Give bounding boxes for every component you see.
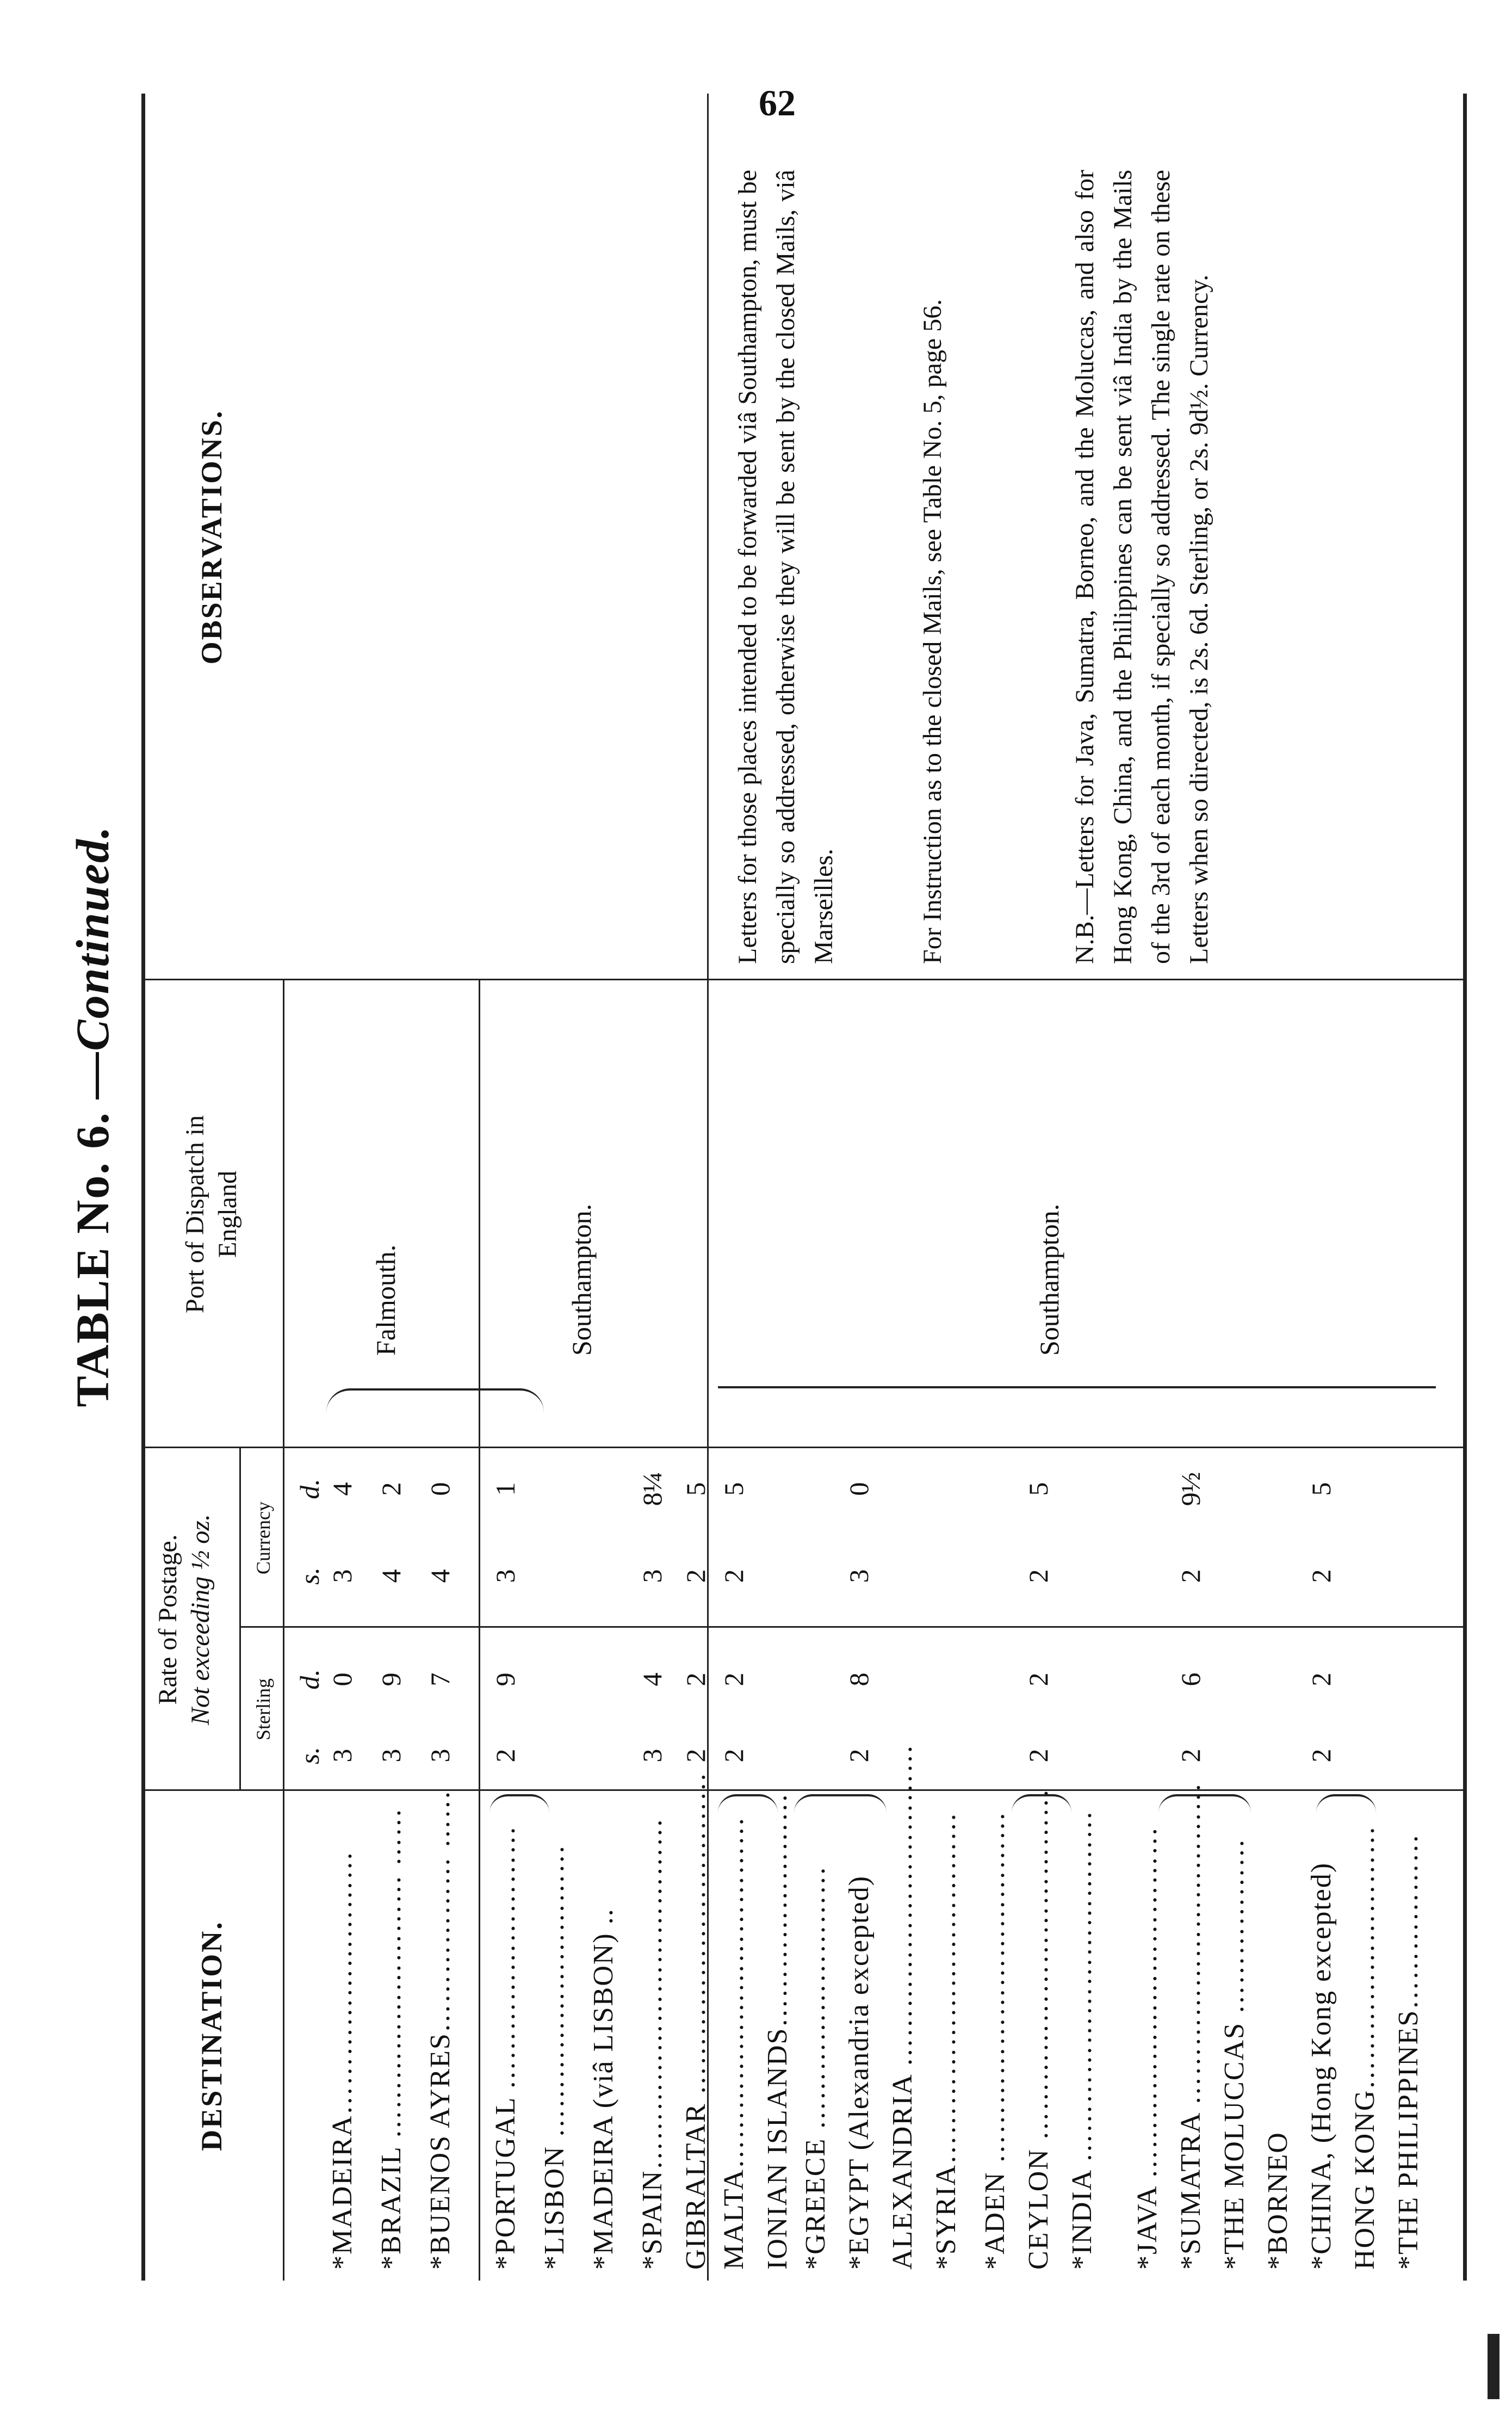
port-southampton-2: Southampton. (1034, 1203, 1064, 1356)
brace-java-moluccas (1158, 1794, 1251, 1813)
destination-name: IONIAN ISLANDS…………………… (762, 1792, 793, 2270)
brace-china-hongkong (1316, 1794, 1376, 1813)
cur-d-value: 9½ (1175, 1472, 1206, 1506)
destination-name: *SUMATRA …………………………… (1175, 1782, 1206, 2270)
cur-s-value: 2 (1023, 1569, 1054, 1583)
destination-name: *PORTUGAL ……………………… (490, 1825, 521, 2270)
cur-d-value: 1 (490, 1482, 520, 1496)
table-row (1262, 1454, 1311, 2270)
destination-name: HONG KONG……………………… (1349, 1825, 1380, 2270)
ster-d-value: 6 (1175, 1672, 1206, 1686)
destination-name: MALTA……………………………… (718, 1816, 749, 2270)
cur-d-value: 5 (680, 1482, 711, 1496)
ster-d-value: 9 (490, 1672, 520, 1686)
brace-southampton-long (718, 1386, 1436, 1388)
cur-d-value: 0 (425, 1482, 455, 1496)
header-rate-line2: Not exceeding ½ oz. (186, 1514, 215, 1725)
sterling-d-label: d. (294, 1669, 325, 1690)
table-row (375, 1454, 424, 2270)
ster-d-value: 4 (637, 1672, 667, 1686)
table-row (800, 1454, 848, 2270)
port-falmouth: Falmouth. (370, 1244, 401, 1356)
ster-s-value: 2 (1023, 1748, 1054, 1763)
ster-s-value: 2 (680, 1748, 711, 1763)
observation-para1: Letters for those places intended to be forwarded viâ Southampton, must be specially so addressed, otherwise they will be sent by the closed Mails, viâ Marseilles. (733, 170, 838, 964)
table-row (636, 1454, 685, 2270)
table-row (1066, 1454, 1115, 2270)
cur-s-value: 3 (844, 1569, 874, 1583)
ster-d-value: 2 (680, 1672, 711, 1686)
cur-s-value: 4 (425, 1569, 455, 1583)
header-currency: Currency (252, 1502, 274, 1574)
page-number: 62 (759, 82, 796, 123)
table-row (1218, 1454, 1267, 2270)
sterling-s-label: s. (294, 1747, 325, 1764)
ster-s-value: 3 (376, 1748, 406, 1763)
destination-name: *INDIA ……………………………… (1067, 1809, 1098, 2270)
destination-name: *ADEN ……………………………… (980, 1811, 1011, 2270)
brace-malta-ionian (718, 1794, 778, 1813)
currency-s-label: s. (294, 1567, 325, 1585)
cur-s-value: 2 (1175, 1569, 1206, 1583)
destination-name: *BORNEO (1262, 2131, 1293, 2270)
ster-s-value: 2 (718, 1748, 749, 1763)
currency-d-label: d. (294, 1479, 325, 1499)
destination-name: *BUENOS AYRES……………… …… (425, 1789, 456, 2270)
ster-d-value: 7 (425, 1672, 455, 1686)
ster-s-value: 2 (844, 1748, 874, 1763)
table-row (489, 1454, 538, 2270)
observation-para3: N.B.—Letters for Java, Sumatra, Borneo, and the Moluccas, and also for Hong Kong, China, and the Philippines can be sent viâ India by the Mails of the 3rd of each month, if specially so addressed. The single rate on these Letters when so directed, is 2s. 6d. Sterling, or 2s. 9d½. Currency. (1070, 170, 1213, 964)
ster-s-value: 3 (327, 1748, 357, 1763)
destination-name: *EGYPT (Alexandria excepted) (844, 1875, 875, 2270)
ster-s-value: 2 (1306, 1748, 1336, 1763)
brace-portugal-lisbon (489, 1794, 549, 1813)
rate-subheader-rule (239, 1448, 241, 1791)
port-southampton-1: Southampton. (566, 1203, 597, 1356)
destination-name: *THE MOLUCCAS ……………… (1219, 1837, 1250, 2270)
cur-d-value: 5 (1023, 1482, 1054, 1496)
ster-s-value: 3 (637, 1748, 667, 1763)
table-row (1175, 1454, 1224, 2270)
table-row (1349, 1454, 1398, 2270)
header-sterling: Sterling (252, 1678, 274, 1740)
cur-s-value: 2 (1306, 1569, 1336, 1583)
cur-d-value: 5 (718, 1482, 749, 1496)
destination-name: *CHINA, (Hong Kong excepted) (1306, 1862, 1337, 2270)
group-rule-1 (479, 980, 480, 2281)
cur-d-value: 2 (376, 1482, 406, 1496)
header-rate-line1: Rate of Postage. (153, 1534, 182, 1705)
ster-d-value: 0 (327, 1672, 357, 1686)
cur-s-value: 4 (376, 1569, 406, 1583)
table-row (326, 1454, 375, 2270)
ster-s-value: 2 (1175, 1748, 1206, 1763)
destination-name: CEYLON ……………………………… (1023, 1788, 1054, 2270)
header-port-line1: Port of Dispatch in (181, 1115, 209, 1313)
header-port-line2: England (213, 1171, 242, 1258)
cur-d-value: 5 (1306, 1482, 1336, 1496)
destination-name: *MADEIRA (viâ LISBON) .. (588, 1908, 619, 2270)
table-row (1131, 1454, 1180, 2270)
destination-name: *SPAIN……………………………… (637, 1817, 668, 2270)
destination-name: ALEXANDRIA …………………………… (887, 1744, 918, 2270)
col-divider-rate (141, 1447, 1463, 1448)
cur-s-value: 3 (327, 1569, 357, 1583)
col-divider-port (141, 979, 1463, 980)
cur-s-value: 3 (490, 1569, 520, 1583)
cur-d-value: 8¼ (637, 1472, 667, 1506)
brace-falmouth (326, 1388, 544, 1412)
destination-name: *SYRIA……………………………… (931, 1811, 962, 2270)
destination-name: *BRAZIL ……………………… …… (376, 1807, 407, 2270)
table-title-suffix: —Continued. (66, 825, 119, 1099)
destination-name: *LISBON ………………………… (539, 1844, 570, 2270)
ster-d-value: 8 (844, 1672, 874, 1686)
destination-name: GIBRALTAR …………………………… (680, 1771, 711, 2270)
table-bottom-rule (1463, 94, 1467, 2281)
table-title (65, 627, 120, 1606)
header-rule (283, 980, 284, 2281)
table-top-rule (141, 94, 145, 2281)
header-destination: DESTINATION. (195, 1920, 228, 2151)
table-row (979, 1454, 1028, 2270)
cur-d-value: 0 (844, 1482, 874, 1496)
table-row (930, 1454, 979, 2270)
ster-s-value: 2 (490, 1748, 520, 1763)
table-title-main: TABLE No. 6. (66, 1111, 119, 1407)
table-row (1392, 1454, 1441, 2270)
table-row (424, 1454, 473, 2270)
destination-name: *MADEIRA……………………… (327, 1850, 358, 2270)
table-row (718, 1454, 767, 2270)
table-row (1023, 1454, 1071, 2270)
header-observations: OBSERVATIONS. (195, 409, 228, 665)
observation-para2: For Instruction as to the closed Mails, see Table No. 5, page 56. (918, 299, 947, 964)
brace-greece-egypt (794, 1794, 887, 1813)
cur-d-value: 4 (327, 1482, 357, 1496)
destination-name: *THE PHILIPPINES……………… (1393, 1833, 1424, 2270)
table-row (843, 1454, 892, 2270)
ster-s-value: 3 (425, 1748, 455, 1763)
cur-s-value: 2 (718, 1569, 749, 1583)
ster-d-value: 2 (1023, 1672, 1054, 1686)
ster-d-value: 2 (718, 1672, 749, 1686)
brace-aden-ceylon (1012, 1794, 1071, 1813)
table-row (887, 1454, 935, 2270)
table-row (1305, 1454, 1354, 2270)
ster-d-value: 2 (1306, 1672, 1336, 1686)
ster-d-value: 9 (376, 1672, 406, 1686)
destination-name: *JAVA ……………………………… (1132, 1826, 1163, 2270)
table-row (538, 1454, 587, 2270)
cur-s-value: 2 (680, 1569, 711, 1583)
cur-s-value: 3 (637, 1569, 667, 1583)
destination-name: *GREECE ……………………… (800, 1865, 831, 2270)
table-row (587, 1454, 636, 2270)
